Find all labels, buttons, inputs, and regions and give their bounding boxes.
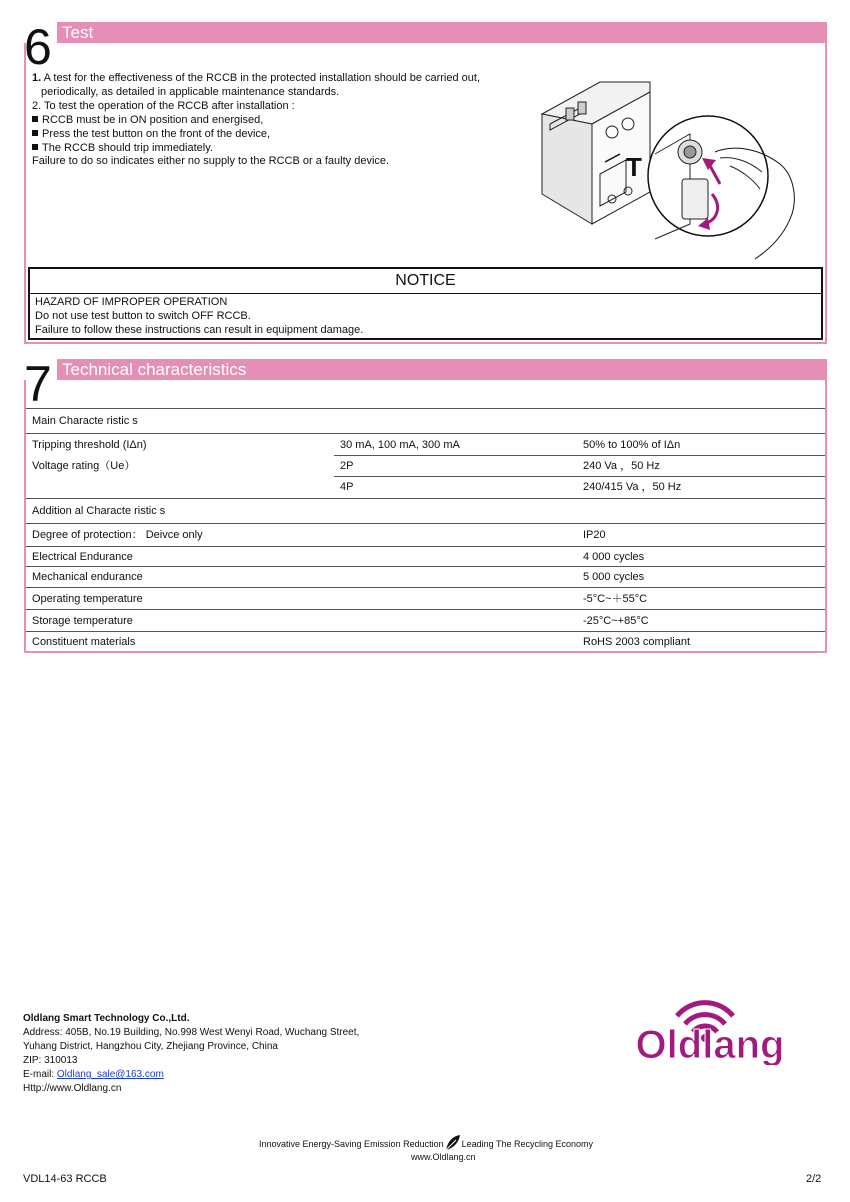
oldlang-logo [605,990,815,1065]
document-id: VDL14-63 RCCB [23,1173,107,1185]
test-button-label: T [626,152,642,182]
footer-website[interactable]: www.Oldlang.cn [411,1152,476,1162]
table-cell: Constituent materials [32,636,136,648]
section-6-title: Test [57,22,827,43]
test-bullet-3: The RCCB should trip immediately. [32,142,213,156]
test-failure-note: Failure to do so indicates either no supply to the RCCB or a faulty device. [32,155,390,167]
main-characteristics-heading: Main Characte ristic s [32,415,138,427]
table-cell: Storage temperature [32,615,133,627]
table-cell: 240/415 Va ，50 Hz [583,481,682,493]
table-line [334,455,825,456]
table-line [26,433,825,434]
company-address-2: Yuhang District, Hangzhou City, Zhejiang Province, China [23,1041,278,1052]
company-address-1: Address: 405B, No.19 Building, No.998 West Wenyi Road, Wuchang Street, [23,1027,360,1038]
section-7-number: 7 [24,356,52,412]
test-bullet-2: Press the test button on the front of the device, [32,128,270,142]
logo-text: Oldlang [635,1023,785,1065]
notice-line-1: HAZARD OF IMPROPER OPERATION [35,296,228,308]
test-item-2: 2. To test the operation of the RCCB after installation : [32,100,295,112]
table-cell: Tripping threshold (IΔn) [32,439,147,451]
table-line [26,546,825,547]
table-line [26,408,825,409]
table-cell: Electrical Endurance [32,551,133,563]
table-cell: Degree of protection： Deivce only [32,529,203,541]
section-7-title: Technical characteristics [57,359,827,380]
additional-characteristics-heading: Addition al Characte ristic s [32,505,166,517]
rccb-test-illustration [530,74,825,264]
notice-line-2: Do not use test button to switch OFF RCCB. [35,310,251,322]
notice-box [28,267,823,340]
table-line [334,476,825,477]
table-cell: 30 mA, 100 mA, 300 mA [340,439,460,451]
section-6-number: 6 [24,19,52,75]
bullet-square-icon [32,130,38,136]
bullet-square-icon [32,116,38,122]
table-cell: IP20 [583,529,606,541]
test-bullet-1: RCCB must be in ON position and energised, [32,114,263,128]
email-link[interactable]: Oldlang_sale@163.com [56,1069,164,1080]
test-item-1: 1. A test for the effectiveness of the RCCB in the protected installation should be carried out, [32,72,481,84]
table-line [26,498,825,499]
slogan: Innovative Energy-Saving Emission Reduction Leading The Recycling Economy [259,1134,593,1152]
table-line [26,523,825,524]
notice-title: NOTICE [30,269,821,294]
company-website[interactable]: Http://www.Oldlang.cn [23,1083,122,1094]
table-cell: Mechanical endurance [32,571,143,583]
table-line [26,631,825,632]
table-cell: 240 Va ，50 Hz [583,460,660,472]
table-cell: 2P [340,460,354,472]
table-cell: -5°C~＋55°C [583,593,648,605]
bullet-square-icon [32,144,38,150]
company-name: Oldlang Smart Technology Co.,Ltd. [23,1013,190,1024]
table-line [26,566,825,567]
table-cell: 4 000 cycles [583,551,645,563]
table-cell: Operating temperature [32,593,143,605]
test-item-1-cont: periodically, as detailed in applicable maintenance standards. [41,86,340,98]
table-cell: 4P [340,481,354,493]
company-email-row: E-mail: Oldlang_sale@163.com [23,1069,164,1080]
table-cell: RoHS 2003 compliant [583,636,691,648]
table-line [26,587,825,588]
company-zip: ZIP: 310013 [23,1055,78,1066]
table-cell: 50% to 100% of IΔn [583,439,681,451]
page-number: 2/2 [806,1173,822,1185]
leaf-icon [444,1134,462,1152]
notice-line-3: Failure to follow these instructions can result in equipment damage. [35,324,364,336]
table-cell: -25°C~+85°C [583,615,649,627]
table-line [26,609,825,610]
table-cell: 5 000 cycles [583,571,645,583]
table-cell: Voltage rating（Ue） [32,460,136,472]
